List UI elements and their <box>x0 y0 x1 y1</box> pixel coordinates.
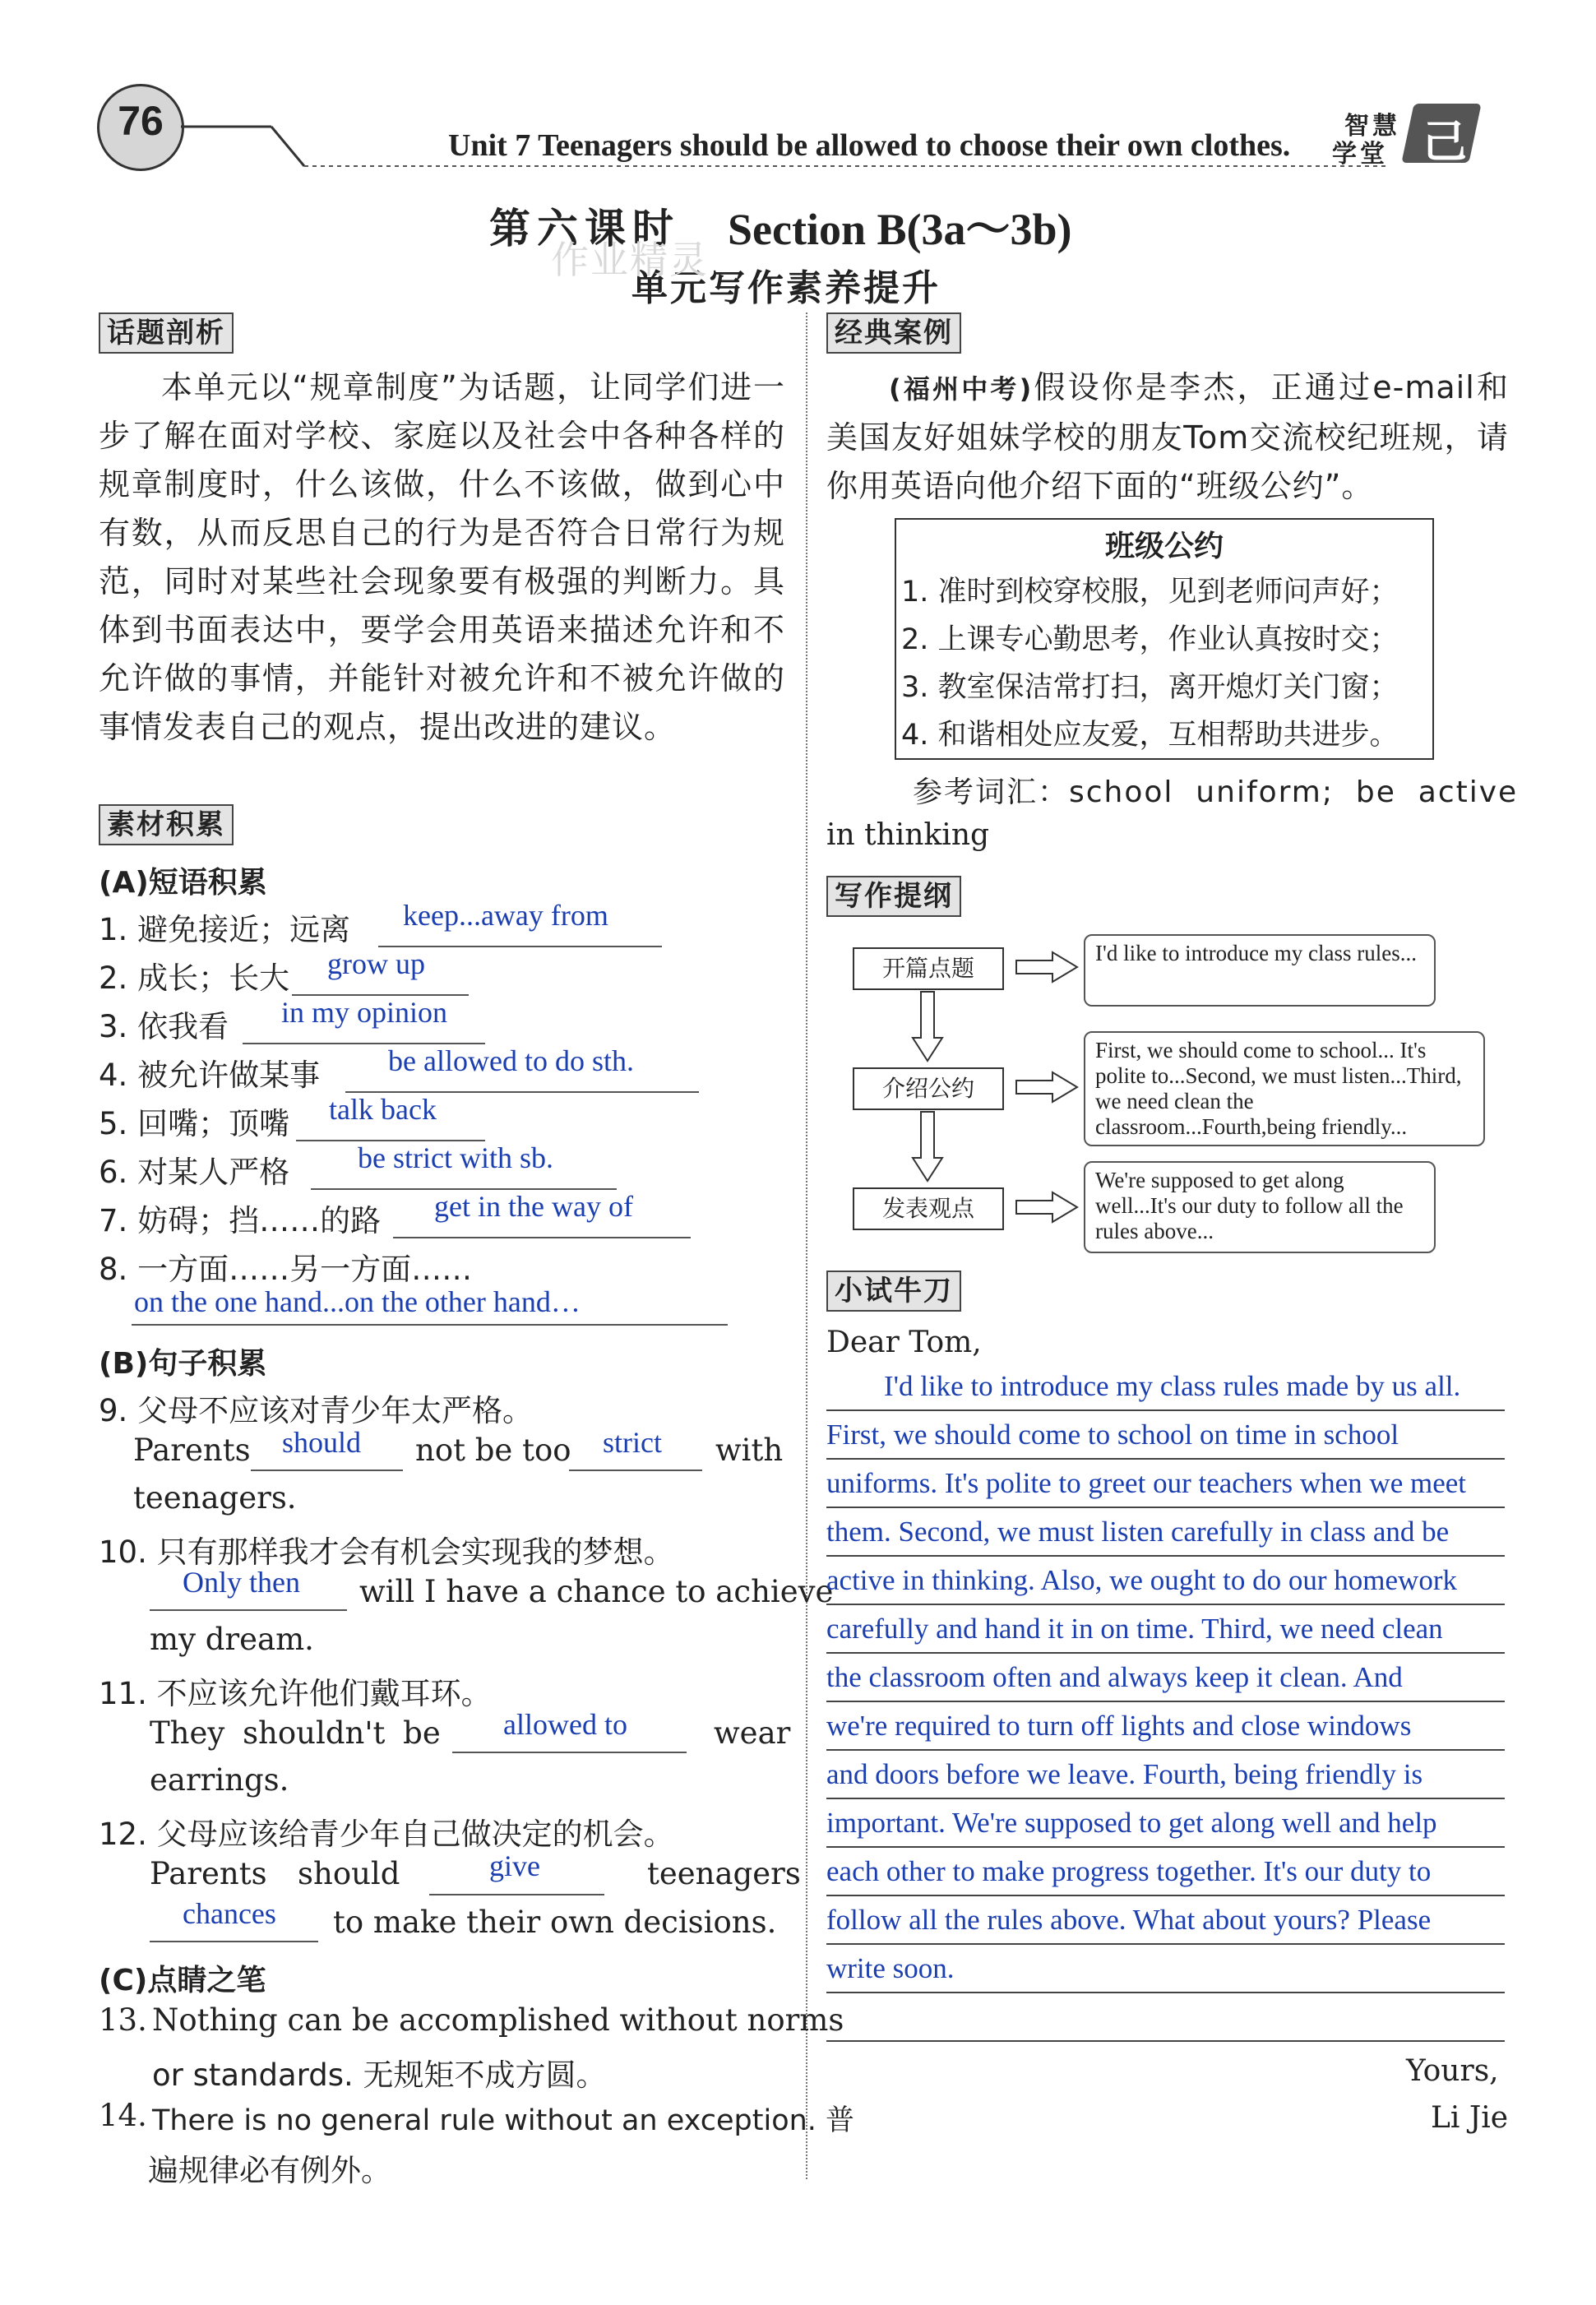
lesson-subtitle: 单元写作素养提升 <box>631 267 941 309</box>
sentence-14-line1: There is no general rule without an exception. 普 <box>152 2104 855 2137</box>
sentence-9-part1: Parents <box>133 1433 251 1468</box>
essay-line-6: carefully and hand it in on time. Third, we need clean <box>826 1606 1505 1654</box>
sentence-12-part3: teenagers <box>647 1856 801 1891</box>
outline-label-2: 介绍公约 <box>853 1067 1004 1110</box>
outline-label-3: 发表观点 <box>853 1187 1004 1230</box>
sentence-9-part2: not be too <box>415 1433 571 1468</box>
highlight-heading: (C)点睛之笔 <box>99 1964 266 1997</box>
phrase-answer-1: keep...away from <box>403 899 608 932</box>
outline-label-1: 开篇点题 <box>853 947 1004 990</box>
greeting: Dear Tom, <box>826 1326 982 1359</box>
case-body: 假设你是李杰，正通过e-mail和美国友好姐妹学校的朋友Tom交流校纪班规，请你用英语向他介绍下面的“班级公约”。 <box>826 369 1509 504</box>
lesson-title-en: Section B(3a～3b) <box>728 205 1072 254</box>
sentence-12-part2: should <box>298 1856 400 1891</box>
outline-text-3: We're supposed to get along well...It's our duty to follow all the rules above... <box>1084 1161 1436 1253</box>
essay-line-12: follow all the rules above. What about yours? Please <box>826 1897 1505 1945</box>
sentence-13-line2: or standards. 无规矩不成方圆。 <box>152 2057 607 2093</box>
rules-title: 班级公约 <box>1104 530 1224 563</box>
phrase-question-6: 6. 对某人严格 <box>99 1155 290 1190</box>
sentence-14-line2: 遍规律必有例外。 <box>148 2153 391 2188</box>
essay-line-14 <box>826 1994 1505 2042</box>
vocab-line-2: in thinking <box>826 818 990 852</box>
sentence-11-part2: wear <box>714 1715 791 1751</box>
sentence-11-part1: They shouldn't be <box>150 1715 441 1751</box>
phrase-question-5: 5. 回嘴；顶嘴 <box>99 1106 290 1141</box>
phrase-answer-8: on the one hand...on the other hand… <box>134 1285 581 1318</box>
sentence-13-line1: Nothing can be accomplished without norms <box>152 2002 844 2038</box>
phrase-answer-6: be strict with sb. <box>358 1141 553 1174</box>
sentence-12-question: 12. 父母应该给青少年自己做决定的机会。 <box>99 1817 674 1852</box>
outline-tag: 写作提纲 <box>826 876 961 917</box>
column-divider <box>806 312 807 2179</box>
essay-line-10: important. We're supposed to get along well and help <box>826 1800 1505 1848</box>
rules-box <box>895 518 1434 760</box>
brand-logo-glyph: 己 <box>1423 116 1467 168</box>
sentence-10-question: 10. 只有那样我才会有机会实现我的梦想。 <box>99 1534 674 1570</box>
topic-text: 本单元以“规章制度”为话题，让同学们进一步了解在面对学校、家庭以及社会中各种各样的规章制度时，什么该做，什么不该做，做到心中有数，从而反思自己的行为是否符合日常行为规范，同时对某些社会现象要有极强的判断力。具体到书面表达中，要学会用英语来描述允许和不允许做的事情，并能针对被允许和不被允许做的事情发表自己的观点，提出改进的建议。 <box>99 369 785 745</box>
sentence-10-part1: will I have a chance to achieve <box>359 1574 834 1609</box>
sentence-9-question: 9. 父母不应该对青少年太严格。 <box>99 1393 534 1428</box>
sentence-14-number: 14. <box>99 2098 147 2133</box>
rule-4: 4. 和谐相处应友爱，互相帮助共进步。 <box>901 719 1399 752</box>
sentence-9-part3: with <box>715 1433 784 1468</box>
sentence-12-answer2: chances <box>183 1897 276 1930</box>
case-source: (福州中考) <box>889 373 1033 405</box>
signature: Li Jie <box>1431 2101 1509 2135</box>
essay-line-2: First, we should come to school on time in school <box>826 1412 1505 1460</box>
sentence-12-part4: to make their own decisions. <box>333 1905 777 1940</box>
sentence-9-part4: teenagers. <box>133 1480 297 1516</box>
brand-bottom: 学堂 <box>1332 140 1388 169</box>
brand-top: 智慧 <box>1344 112 1400 141</box>
sentence-12-answer1: give <box>489 1849 540 1882</box>
phrase-question-8: 8. 一方面……另一方面…… <box>99 1252 473 1287</box>
phrase-question-3: 3. 依我看 <box>99 1009 229 1044</box>
essay-line-11: each other to make progress together. It's our duty to <box>826 1849 1505 1896</box>
sentence-9-answer2: strict <box>603 1426 662 1459</box>
essay-line-8: we're required to turn off lights and close windows <box>826 1703 1505 1751</box>
essay-line-13: write soon. <box>826 1946 1505 1993</box>
watermark: 作业精灵 <box>551 238 709 282</box>
sentence-13-number: 13. <box>99 2002 147 2038</box>
essay-line-3: uniforms. It's polite to greet our teachers when we meet <box>826 1460 1505 1508</box>
sentence-11-part3: earrings. <box>150 1762 289 1798</box>
phrase-question-2: 2. 成长；长大 <box>99 960 290 996</box>
essay-line-9: and doors before we leave. Fourth, being friendly is <box>826 1752 1505 1799</box>
phrase-question-7: 7. 妨碍；挡……的路 <box>99 1203 382 1238</box>
phrase-answer-7: get in the way of <box>434 1190 633 1223</box>
phrase-question-1: 1. 避免接近；远离 <box>99 912 351 947</box>
phrase-answer-2: grow up <box>327 947 425 980</box>
vocab-line-1: 参考词汇：school uniform; be active <box>913 775 1519 809</box>
unit-title: Unit 7 Teenagers should be allowed to choose their own clothes. <box>448 128 1291 163</box>
phrases-heading: (A)短语积累 <box>99 866 267 900</box>
closing: Yours, <box>1406 2054 1499 2088</box>
outline-text-2: First, we should come to school... It's polite to...Second, we must listen...Third, we need clean the classroom...Fourth,being friendly... <box>1084 1031 1485 1146</box>
phrase-answer-5: talk back <box>329 1093 437 1126</box>
rule-1: 1. 准时到校穿校服，见到老师问声好； <box>901 576 1399 609</box>
sentence-9-answer1: should <box>282 1426 362 1459</box>
sentence-12-part1: Parents <box>150 1856 267 1891</box>
sentences-heading: (B)句子积累 <box>99 1347 267 1381</box>
rule-3: 3. 教室保洁常打扫，离开熄灯关门窗； <box>901 671 1399 704</box>
phrase-answer-3: in my opinion <box>281 996 448 1029</box>
essay-line-1: I'd like to introduce my class rules made by us all. <box>826 1363 1505 1411</box>
practice-tag: 小试牛刀 <box>826 1271 961 1312</box>
case-text <box>826 363 1509 511</box>
material-tag: 素材积累 <box>99 804 234 845</box>
topic-tag: 话题剖析 <box>99 312 234 354</box>
rule-2: 2. 上课专心勤思考，作业认真按时交； <box>901 623 1399 656</box>
phrase-answer-4: be allowed to do sth. <box>388 1044 634 1077</box>
case-tag: 经典案例 <box>826 312 961 354</box>
phrase-question-4: 4. 被允许做某事 <box>99 1058 321 1093</box>
sentence-11-answer1: allowed to <box>503 1708 627 1741</box>
essay-line-5: active in thinking. Also, we ought to do our homework <box>826 1557 1505 1605</box>
sentence-10-answer1: Only then <box>183 1566 300 1599</box>
page-number: 76 <box>118 98 164 144</box>
essay-line-7: the classroom often and always keep it clean. And <box>826 1655 1505 1702</box>
sentence-11-question: 11. 不应该允许他们戴耳环。 <box>99 1676 492 1711</box>
essay-line-4: them. Second, we must listen carefully in class and be <box>826 1509 1505 1557</box>
outline-text-1: I'd like to introduce my class rules... <box>1084 934 1436 1007</box>
sentence-10-part2: my dream. <box>150 1622 314 1657</box>
lesson-title-cn: 第六课时 <box>489 205 680 252</box>
